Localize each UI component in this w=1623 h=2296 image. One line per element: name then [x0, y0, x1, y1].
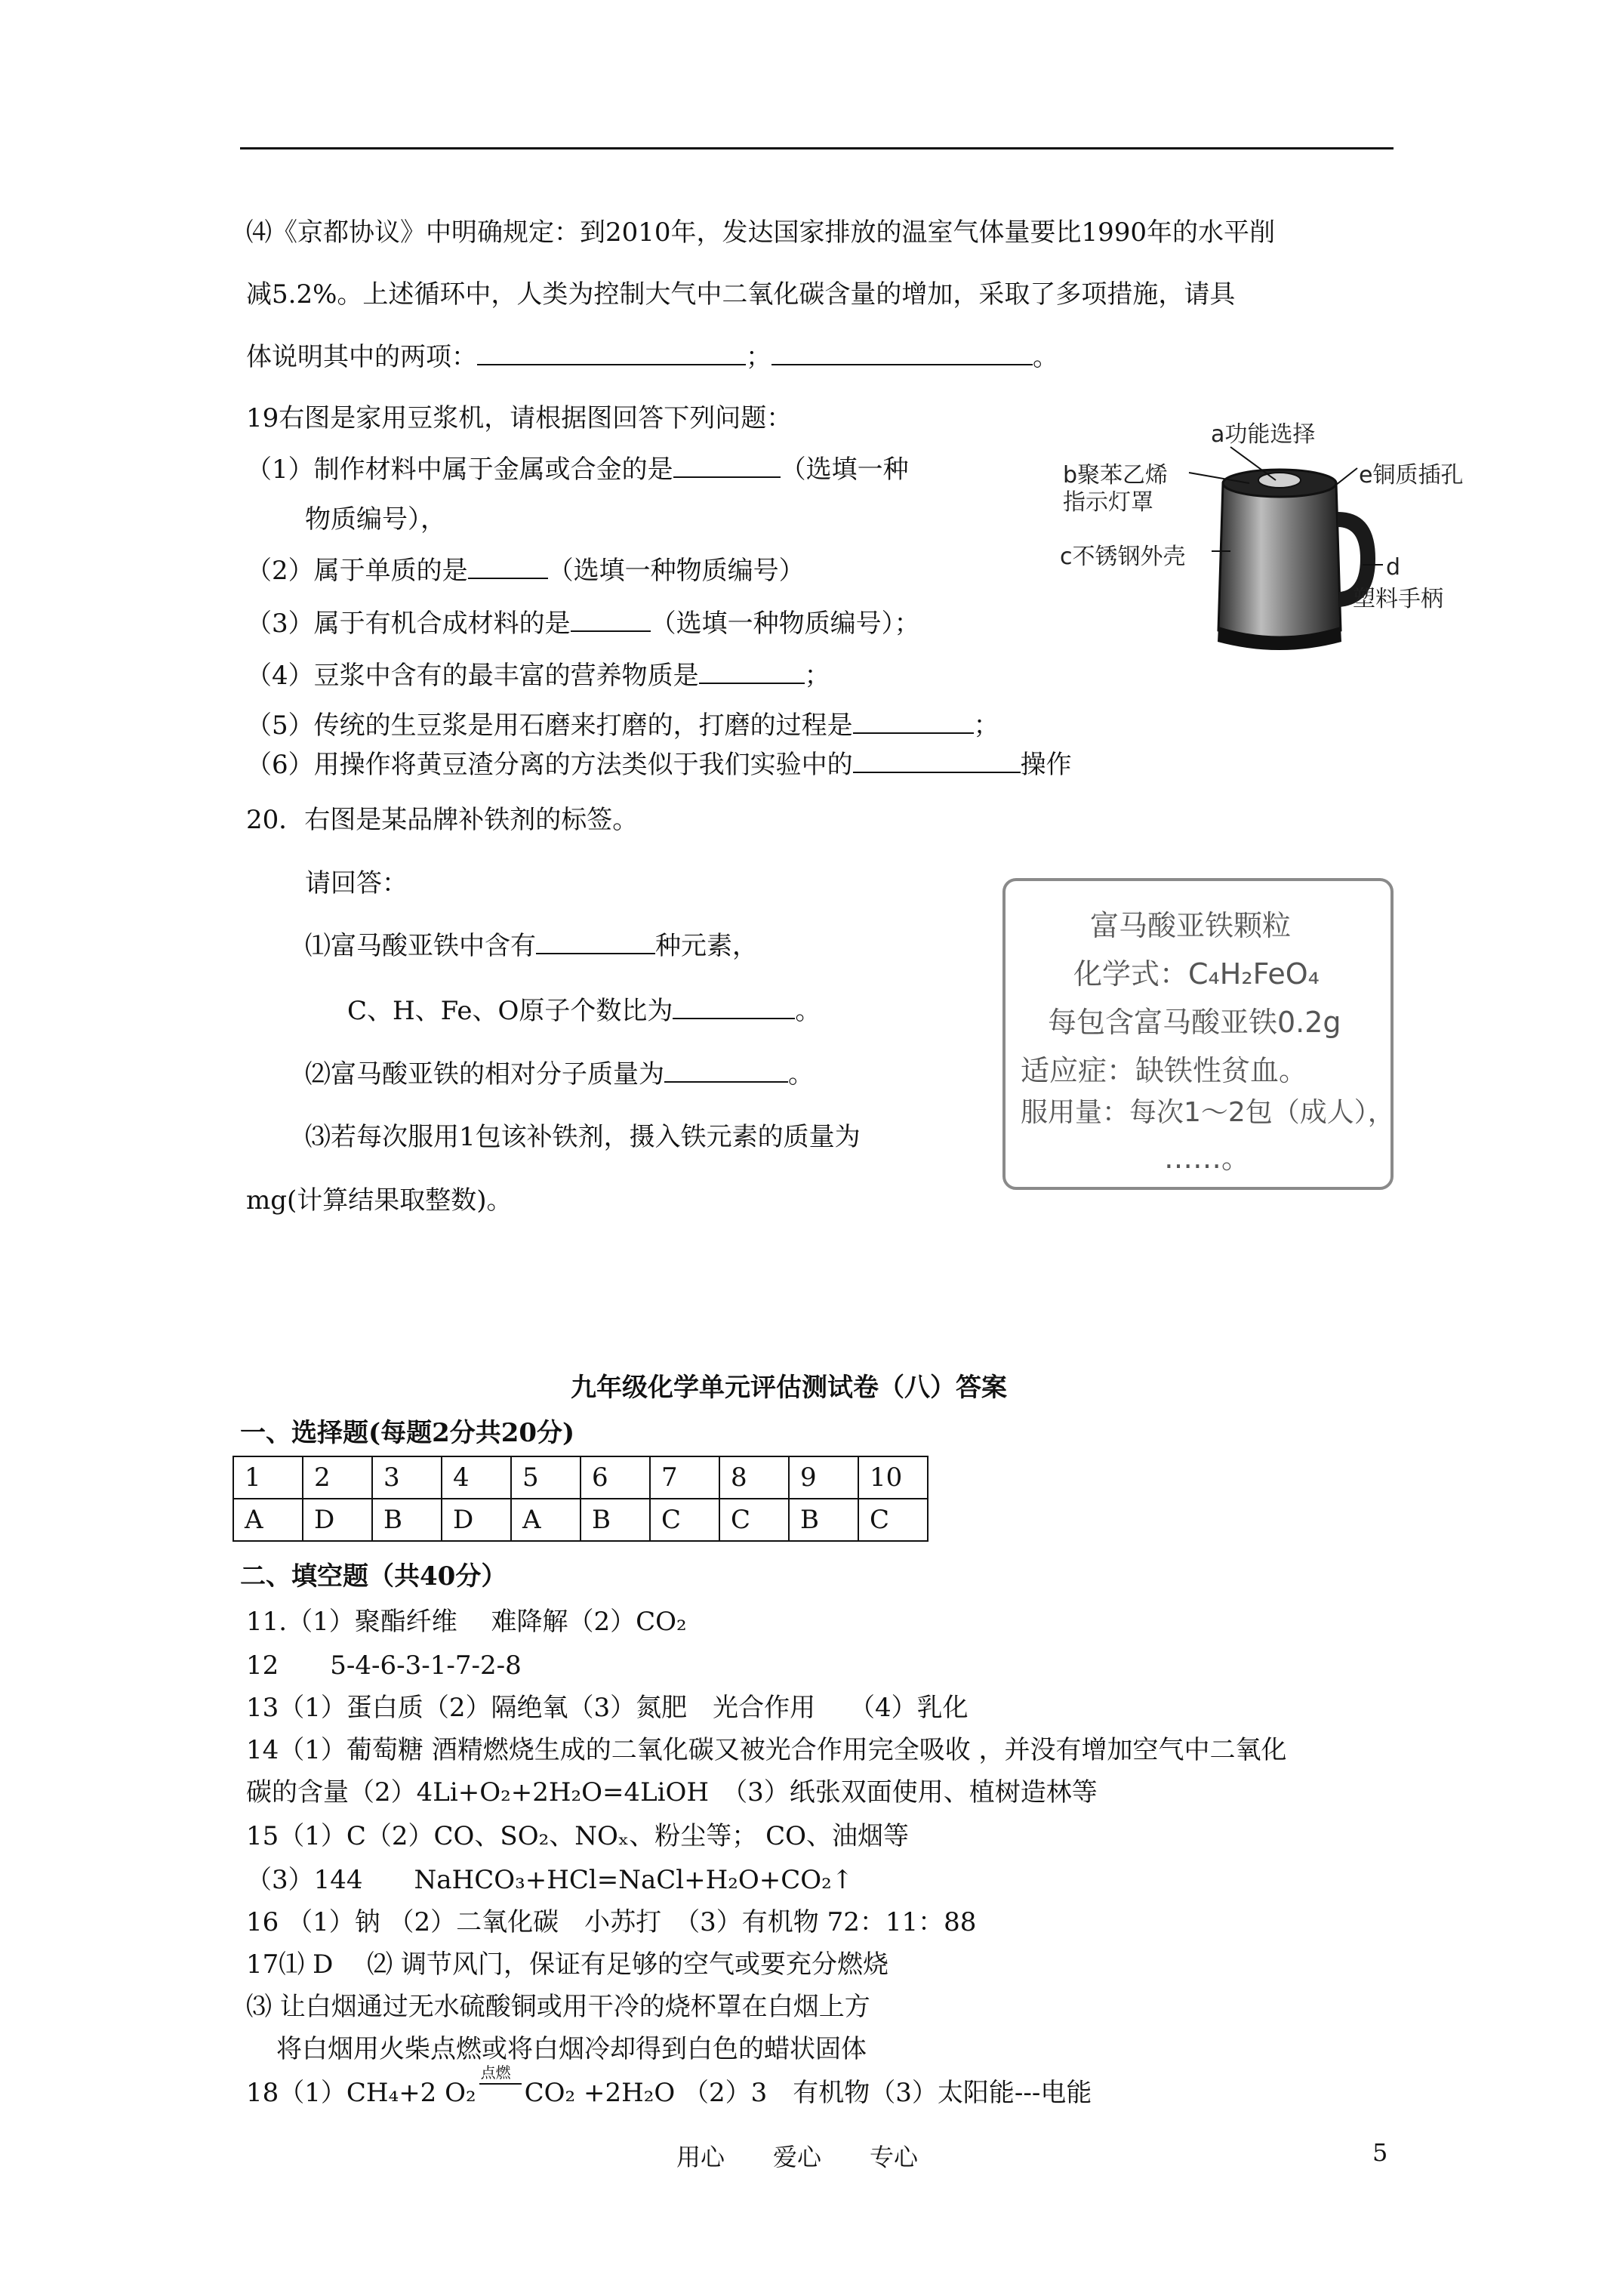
answer-17a: 17⑴ D ⑵ 调节风门，保证有足够的空气或要充分燃烧 — [246, 1949, 888, 1980]
q19-p2-text: （2）属于单质的是 — [246, 556, 468, 586]
q19-p1-cont: 物质编号）， — [305, 504, 446, 535]
kettle-label-b1: b聚苯乙烯 — [1063, 462, 1169, 488]
table-cell: 4 — [442, 1456, 511, 1499]
reaction-equals-line — [479, 2083, 522, 2085]
reaction-condition-text: 点燃 — [480, 2063, 511, 2082]
q20-p1-ratio-text: C、H、Fe、O原子个数比为 — [347, 996, 673, 1026]
q20-p1-ratio-end: 。 — [795, 996, 821, 1026]
kettle-label-b2: 指示灯罩 — [1063, 489, 1153, 516]
q18-4-line3-sep: ； — [746, 342, 771, 372]
q19-p5-text: （5）传统的生豆浆是用石磨来打磨的，打磨的过程是 — [246, 710, 853, 741]
q20-intro: 20．右图是某品牌补铁剂的标签。 — [246, 805, 639, 835]
kettle-label-d1: d — [1386, 554, 1401, 581]
label-ellipsis: ……。 — [1164, 1142, 1251, 1175]
q19-p4-end: ； — [804, 661, 830, 691]
footer-motto: 用心 爱心 专心 — [676, 2143, 919, 2171]
table-cell: B — [789, 1499, 858, 1541]
q20-p2-text: ⑵富马酸亚铁的相对分子质量为 — [305, 1059, 664, 1089]
answer-blank[interactable] — [853, 710, 974, 734]
q19-p3-note: （选填一种物质编号）； — [650, 609, 920, 639]
kettle-label-d2: 塑料手柄 — [1353, 586, 1443, 612]
q18-4-line3 — [246, 341, 1058, 372]
table-cell: B — [372, 1499, 442, 1541]
q19-p2 — [246, 555, 805, 586]
answer-blank[interactable] — [664, 1059, 788, 1083]
answer-12: 12 5-4-6-3-1-7-2-8 — [246, 1650, 522, 1681]
answer-blank[interactable] — [699, 660, 805, 684]
answers-section2: 二、填空题（共40分） — [240, 1561, 507, 1592]
q19-p4-text: （4）豆浆中含有的最丰富的营养物质是 — [246, 661, 699, 691]
label-dose: 每包含富马酸亚铁0.2g — [1048, 1006, 1341, 1039]
label-formula-prefix: 化学式： — [1073, 957, 1189, 991]
label-title: 富马酸亚铁颗粒 — [1090, 909, 1292, 942]
answer-blank[interactable] — [673, 454, 781, 478]
label-indication: 适应症：缺铁性贫血。 — [1021, 1054, 1308, 1087]
label-usage: 服用量：每次1～2包（成人）， — [1021, 1097, 1395, 1128]
answer-11: 11.（1）聚酯纤维 难降解（2）CO₂ — [246, 1607, 687, 1637]
page-number: 5 — [1372, 2138, 1388, 2167]
kettle-label-a: a功能选择 — [1211, 421, 1316, 448]
answer-blank[interactable] — [477, 341, 746, 365]
choice-answer-table — [233, 1456, 929, 1542]
q19-p3 — [246, 608, 920, 639]
table-cell: 10 — [858, 1456, 928, 1499]
answer-17c: 将白烟用火柴点燃或将白烟冷却得到白色的蜡状固体 — [276, 2034, 867, 2064]
table-cell: 3 — [372, 1456, 442, 1499]
header-rule — [240, 147, 1394, 149]
answers-section1: 一、选择题(每题2分共20分) — [240, 1418, 575, 1448]
q19-p3-text: （3）属于有机合成材料的是 — [246, 609, 571, 639]
answer-15a: 15（1）C（2）CO、SO₂、NOₓ、粉尘等； CO、油烟等 — [246, 1821, 909, 1851]
q19-p1-text: （1）制作材料中属于金属或合金的是 — [246, 455, 673, 485]
supplement-label — [1002, 878, 1394, 1190]
table-cell: D — [303, 1499, 372, 1541]
kettle-label-c: c不锈钢外壳 — [1060, 544, 1186, 570]
q20-p2-end: 。 — [788, 1059, 814, 1089]
q18-4-line2: 减5.2%。上述循环中，人类为控制大气中二氧化碳含量的增加，采取了多项措施，请具 — [246, 279, 1236, 310]
q19-p2-note: （选填一种物质编号） — [547, 556, 805, 586]
q18-4-line3-start: 体说明其中的两项： — [246, 342, 477, 372]
q20-p3: ⑶若每次服用1包该补铁剂，摄入铁元素的质量为 — [305, 1122, 861, 1152]
answer-18-products: CO₂ +2H₂O （2）3 有机物（3）太阳能---电能 — [524, 2078, 1092, 2108]
q19-intro: 19右图是家用豆浆机，请根据图回答下列问题： — [246, 403, 793, 433]
answer-blank[interactable] — [571, 608, 651, 632]
q20-p2 — [305, 1059, 814, 1089]
answer-14b: 碳的含量（2）4Li+O₂+2H₂O=4LiOH （3）纸张双面使用、植树造林等 — [246, 1777, 1098, 1808]
table-cell: D — [442, 1499, 511, 1541]
q20-p3-cont: mg(计算结果取整数)。 — [246, 1185, 513, 1216]
table-cell: 2 — [303, 1456, 372, 1499]
answer-blank[interactable] — [853, 749, 1021, 773]
table-cell: 9 — [789, 1456, 858, 1499]
table-cell: A — [233, 1499, 303, 1541]
table-cell: 5 — [511, 1456, 581, 1499]
table-cell: 1 — [233, 1456, 303, 1499]
label-formula — [1073, 951, 1458, 992]
table-row-numbers — [233, 1456, 928, 1499]
reaction-condition — [476, 2063, 525, 2101]
q19-p1 — [246, 454, 909, 485]
answer-13: 13（1）蛋白质（2）隔绝氧（3）氮肥 光合作用 （4）乳化 — [246, 1693, 969, 1723]
q20-p1 — [305, 930, 758, 961]
q19-p5-end: ； — [973, 710, 999, 741]
label-formula-value: C₄H₂FeO₄ — [1188, 957, 1320, 991]
answer-18 — [246, 2063, 1092, 2108]
q19-p4 — [246, 660, 830, 691]
q19-p6-end: 操作 — [1020, 750, 1072, 780]
q20-p1-end: 种元素， — [655, 931, 758, 961]
table-cell: B — [581, 1499, 650, 1541]
q20-p1-text: ⑴富马酸亚铁中含有 — [305, 931, 536, 961]
answer-14a: 14（1）葡萄糖 酒精燃烧生成的二氧化碳又被光合作用完全吸收 ，并没有增加空气中二氧化 — [246, 1735, 1287, 1765]
answer-blank[interactable] — [468, 555, 548, 579]
table-cell: 6 — [581, 1456, 650, 1499]
answer-15b: （3）144 NaHCO₃+HCl=NaCl+H₂O+CO₂↑ — [246, 1865, 854, 1895]
q18-4-line3-end: 。 — [1033, 342, 1058, 372]
kettle-leader-lines — [1057, 430, 1397, 589]
answers-title: 九年级化学单元评估测试卷（八）答案 — [571, 1373, 1007, 1403]
q18-4-line1: ⑷《京都协议》中明确规定：到2010年，发达国家排放的温室气体量要比1990年的水平削 — [246, 217, 1276, 248]
answer-blank[interactable] — [771, 341, 1033, 365]
q20-please: 请回答： — [305, 868, 408, 898]
q19-p6 — [246, 749, 1072, 780]
table-cell: 8 — [719, 1456, 789, 1499]
answer-18-reactants: 18（1）CH₄+2 O₂ — [246, 2078, 476, 2108]
table-cell: 7 — [650, 1456, 719, 1499]
answer-16: 16 （1）钠 （2）二氧化碳 小苏打 （3）有机物 72：11：88 — [246, 1907, 977, 1937]
table-row-answers — [233, 1499, 928, 1541]
kettle-label-e: e铜质插孔 — [1359, 462, 1464, 488]
answer-blank[interactable] — [536, 930, 655, 954]
answer-17b: ⑶ 让白烟通过无水硫酸铜或用干冷的烧杯罩在白烟上方 — [246, 1992, 870, 2022]
q19-p6-text: （6）用操作将黄豆渣分离的方法类似于我们实验中的 — [246, 750, 853, 780]
q19-p5 — [246, 710, 999, 741]
q19-p1-note: （选填一种 — [780, 455, 909, 485]
table-cell: C — [858, 1499, 928, 1541]
table-cell: A — [511, 1499, 581, 1541]
table-cell: C — [650, 1499, 719, 1541]
answer-blank[interactable] — [673, 995, 795, 1019]
table-cell: C — [719, 1499, 789, 1541]
q20-p1-ratio — [347, 995, 821, 1026]
